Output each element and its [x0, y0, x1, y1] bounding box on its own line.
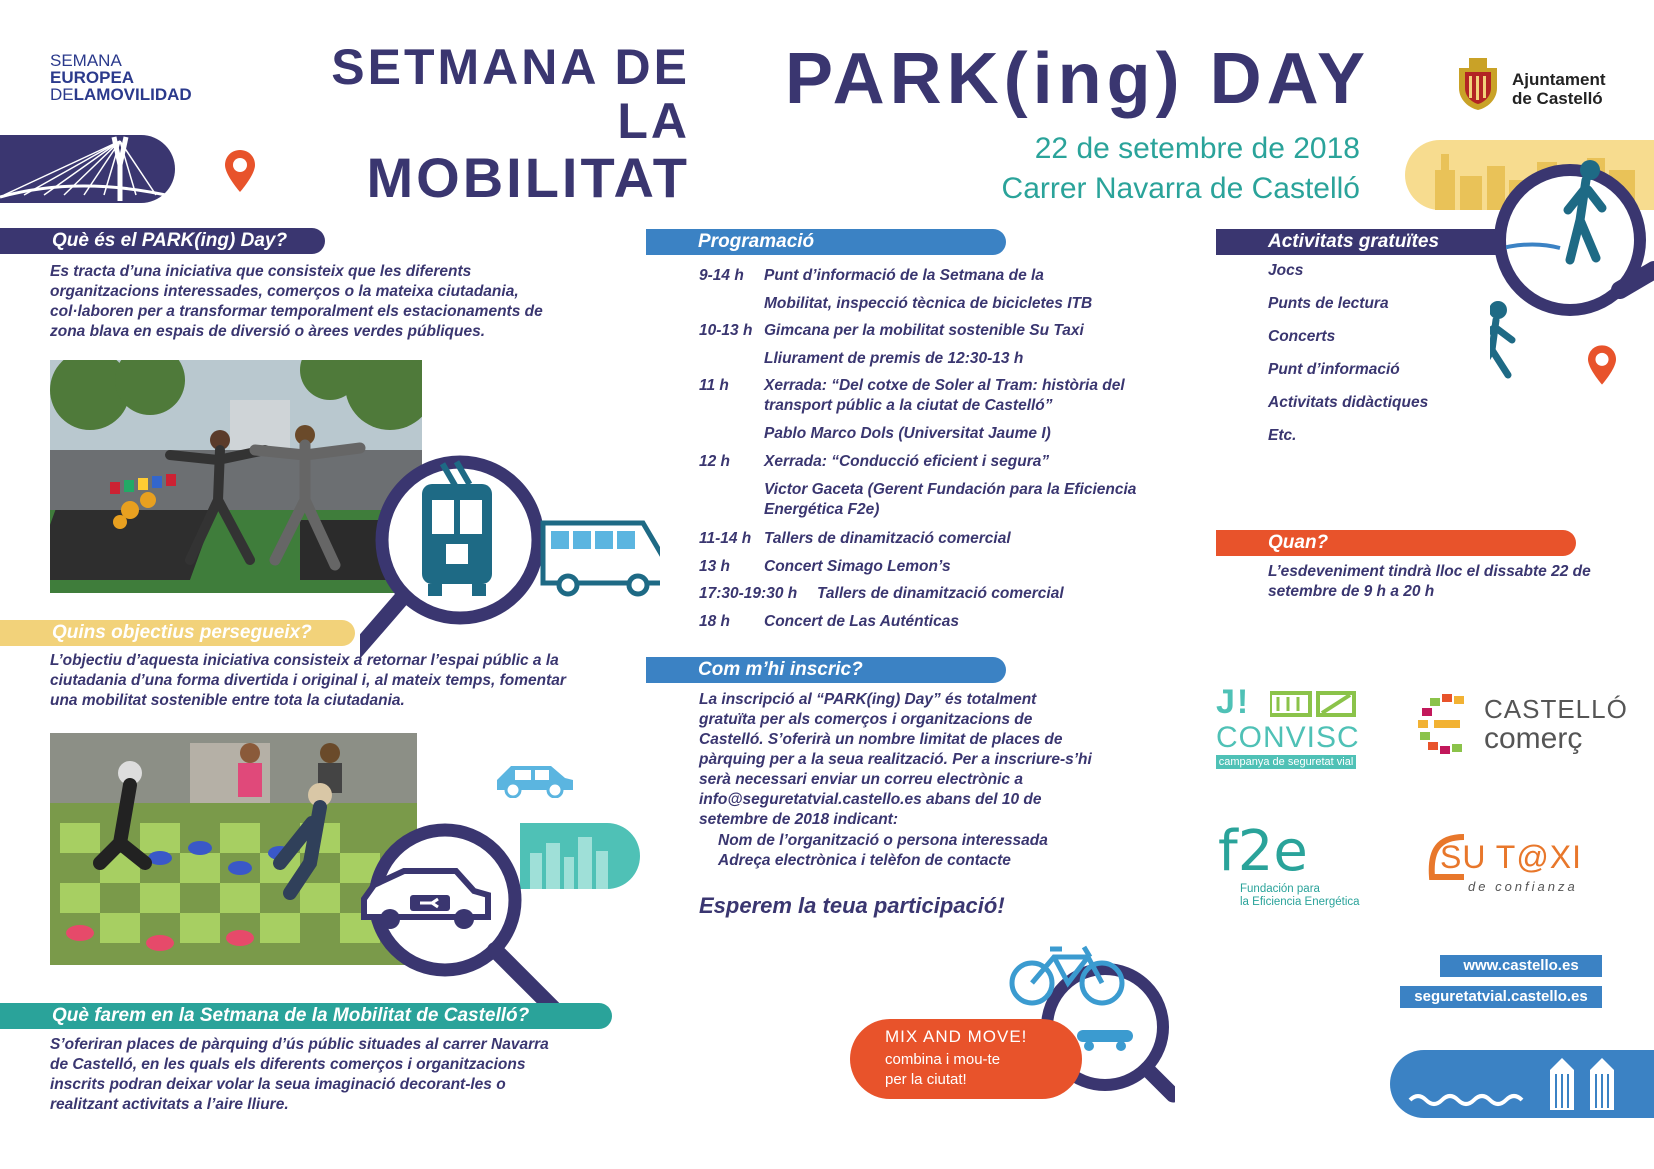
semana-logo-line3 [50, 86, 192, 103]
sutaxi-logo [1428, 833, 1608, 903]
ajuntament-line2: de Castelló [1512, 89, 1603, 108]
register-item-1: Nom de l’organització o persona interessada [718, 832, 1048, 849]
traffic-icons [1270, 689, 1360, 719]
section-when-heading: Quan? [1216, 530, 1576, 556]
program-time: 9-14 h [699, 267, 744, 284]
section-objectives-text: L’objectiu d’aquesta iniciativa consisteix a retornar l’espai públic a la ciutadania d’una forma divertida i original i, al mateix temps, fomentar una mobilitat sostenible entre tota la ciutadania. [50, 652, 566, 709]
program-time: 10-13 h [699, 322, 753, 339]
electric-car-magnifier-graphic [330, 820, 570, 1015]
coat-of-arms-icon [1455, 58, 1501, 110]
f2e-logo [1218, 819, 1378, 908]
program-desc: Concert de Las Auténticas [764, 613, 959, 630]
program-desc: Mobilitat, inspecció tècnica de bicicletes ITB [764, 295, 1093, 312]
location-pin-icon [225, 150, 255, 197]
activity-item: Concerts [1268, 328, 1336, 345]
section-register-text: La inscripció al “PARK(ing) Day” és totalment gratuïta per als comerços i organitzacions de Castelló. S’oferirà un nombre limitat de places de pàrquing per a la seua realització. Per a inscriure-s’hi serà necessari enviar un correu electrònic a info@seguretatvial.castello.es abans del 10 de setembre de 2018 indicant: [699, 691, 1092, 828]
bridge-graphic [0, 135, 175, 203]
program-time: 18 h [699, 613, 731, 630]
activity-item: Punt d’informació [1268, 361, 1400, 378]
activity-item: Activitats didàctiques [1268, 394, 1429, 411]
program-time: 12 h [699, 453, 731, 470]
bus-icon [543, 523, 660, 594]
sutaxi-tag: de confianza [1468, 879, 1578, 894]
semana-logo-line1: SEMANA [50, 51, 122, 70]
semana-logo-movilidad: MOVILIDAD [96, 85, 192, 104]
section-plan-text: S’oferiran places de pàrquing d’ús públic situades al carrer Navarra de Castelló, en les quals els diferents comerços i organitzacions inscrits podran deixar volar la seua imaginació decorant-les o realitzant activitats a l’aire lliure. [50, 1036, 549, 1113]
convisc-tag: campanya de seguretat vial [1216, 755, 1356, 769]
program-time: 13 h [699, 558, 731, 575]
section-plan-heading: Què farem en la Setmana de la Mobilitat de Castelló? [0, 1003, 612, 1029]
comerc-line1: CASTELLÓ [1484, 694, 1628, 724]
link-seguretatvial[interactable]: seguretatvial.castello.es [1400, 986, 1602, 1008]
semana-logo-la: LA [73, 85, 97, 104]
program-desc: Xerrada: “Conducció eficient i segura” [764, 453, 1050, 470]
section-objectives-heading: Quins objectius persegueix? [0, 620, 355, 646]
convisc-name: CONVISC [1216, 721, 1360, 754]
program-desc: Tallers de dinamització comercial [764, 530, 1011, 547]
mix-line3: per la ciutat! [885, 1071, 967, 1088]
program-time: 11-14 h [699, 530, 752, 547]
event-place: Carrer Navarra de Castelló [1001, 172, 1360, 205]
register-item-2: Adreça electrònica i telèfon de contacte [718, 852, 1011, 869]
location-pin-icon [1588, 345, 1616, 390]
convisc-top: J! [1216, 683, 1251, 721]
program-time: 11 h [699, 377, 729, 394]
setmana-title [270, 40, 690, 208]
beach-graphic [1390, 1050, 1654, 1118]
section-what-heading: Què és el PARK(ing) Day? [0, 228, 325, 254]
section-activities-heading: Activitats gratuïtes [1216, 229, 1506, 255]
comerc-mark-icon [1418, 694, 1478, 754]
setmana-title-line2: MOBILITAT [366, 146, 690, 209]
ajuntament-logo [1455, 58, 1615, 110]
program-desc: Concert Simago Lemon’s [764, 558, 951, 575]
register-closing: Esperem la teua participació! [699, 893, 1005, 918]
magnifier-runners-graphic [1490, 150, 1654, 410]
mix-line2: combina i mou-te [885, 1051, 1001, 1068]
activity-item: Etc. [1268, 427, 1297, 444]
section-what-text: Es tracta d’una iniciativa que consisteix que les diferents organitzacions interessades, comerços o la mateixa ciutadania, col·laboren per a transformar temporalment els estacionaments de zona blava en espais de diversió o àrees verdes públiques. [50, 263, 543, 340]
comerc-line2: comerç [1484, 722, 1583, 755]
program-desc: Gimcana per la mobilitat sostenible Su Taxi [764, 322, 1084, 339]
castello-comerc-logo [1418, 688, 1628, 758]
program-desc: Punt d’informació de la Setmana de la [764, 267, 1044, 284]
program-desc: Pablo Marco Dols (Universitat Jaume I) [764, 425, 1051, 442]
program-desc: Tallers de dinamització comercial [817, 585, 1064, 602]
park-day-title: PARK(ing) DAY [785, 39, 1370, 119]
semana-logo-line2: EUROPEA [50, 68, 135, 87]
convisc-logo [1216, 683, 1361, 769]
program-desc: Victor Gaceta (Gerent Fundación para la Eficiencia Energética F2e) [764, 481, 1137, 518]
f2e-mark: f2e [1218, 819, 1308, 884]
section-register-heading: Com m’hi inscric? [646, 657, 1006, 683]
program-desc: Xerrada: “Del cotxe de Soler al Tram: història del transport públic a la ciutat de Castelló” [764, 377, 1125, 414]
section-when-text: L’esdeveniment tindrà lloc el dissabte 22 de setembre de 9 h a 20 h [1268, 563, 1591, 600]
activity-item: Punts de lectura [1268, 295, 1389, 312]
setmana-title-line1: SETMANA DE LA [331, 39, 690, 149]
semana-europea-logo [50, 52, 192, 103]
f2e-line1: Fundación para [1240, 883, 1320, 895]
car-icon [493, 762, 577, 803]
program-desc: Lliurament de premis de 12:30-13 h [764, 350, 1024, 367]
program-time: 17:30-19:30 h [699, 585, 798, 602]
sutaxi-name: SU T@XI [1440, 839, 1583, 875]
mix-line1: MIX AND MOVE! [885, 1027, 1028, 1046]
section-program-heading: Programació [646, 229, 1006, 255]
activity-item: Jocs [1268, 262, 1304, 279]
bus-magnifier-graphic [360, 450, 660, 660]
ajuntament-line1: Ajuntament [1512, 70, 1606, 89]
mix-and-move-pill [850, 1019, 1082, 1099]
link-castello[interactable]: www.castello.es [1440, 955, 1602, 977]
event-date: 22 de setembre de 2018 [1034, 132, 1360, 165]
f2e-line2: la Eficiencia Energética [1240, 896, 1360, 908]
semana-logo-de: DE [50, 85, 74, 104]
